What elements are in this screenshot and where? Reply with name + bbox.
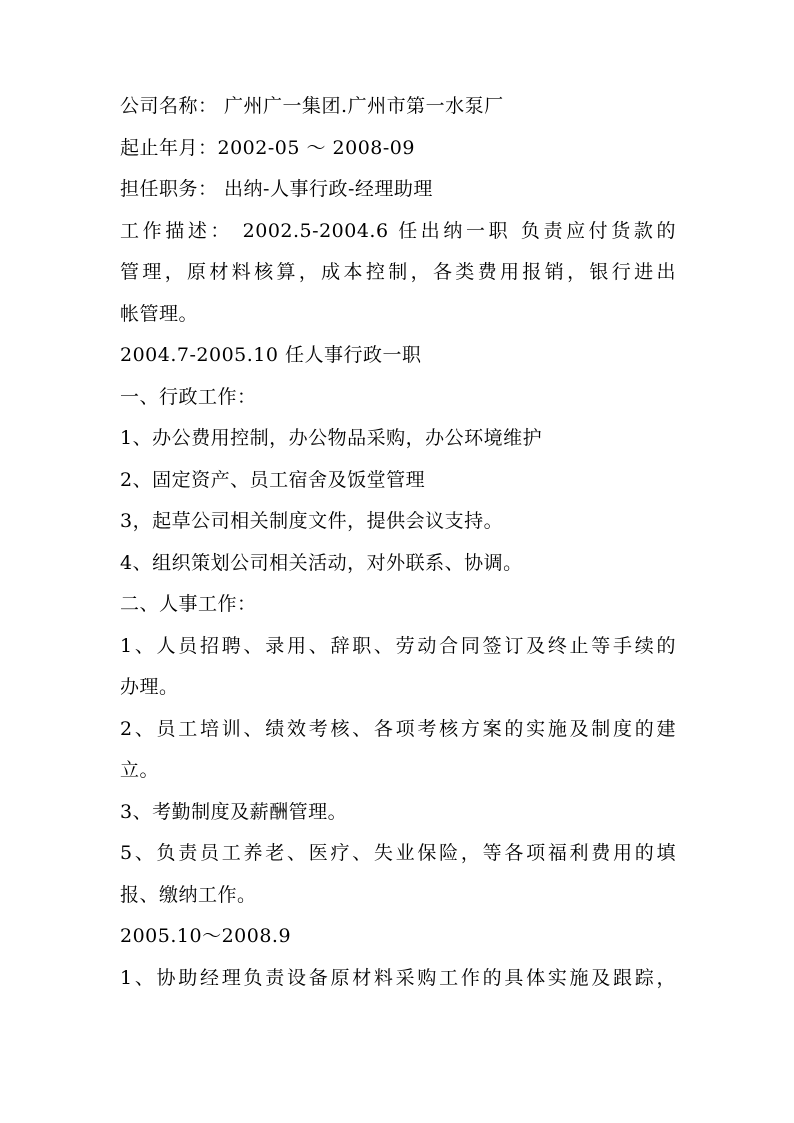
list-item-continuation: 办理。 [120,676,179,698]
section-heading: 一、行政工作： [120,385,257,408]
list-item: 1、协助经理负责设备原材料采购工作的具体实施及跟踪， [120,966,676,989]
list-item: 3，起草公司相关制度文件，提供会议支持。 [120,510,504,532]
job-description-line: 管理，原材料核算，成本控制，各类费用报销，银行进出 [120,261,676,283]
list-item: 2、员工培训、绩效考核、各项考核方案的实施及制度的建 [120,717,676,740]
company-name-line: 公司名称： 广州广一集团.广州市第一水泵厂 [120,95,504,117]
document-body [120,86,676,999]
job-description-line: 帐管理。 [120,302,199,325]
job-description-line: 工作描述： 2002.5-2004.6 任出纳一职 负责应付货款的 [120,219,676,242]
list-item: 4、组织策划公司相关活动，对外联系、协调。 [120,551,523,574]
list-item: 2、固定资产、员工宿舍及饭堂管理 [120,468,426,491]
position-line: 担任职务： 出纳-人事行政-经理助理 [120,178,433,200]
list-item-continuation: 立。 [120,759,160,781]
list-item: 3、考勤制度及薪酬管理。 [120,800,348,823]
period-heading: 2005.10～2008.9 [120,925,292,947]
list-item: 5、负责员工养老、医疗、失业保险，等各项福利费用的填 [120,842,676,864]
period-line: 起止年月：2002-05 ～ 2008-09 [120,136,415,159]
list-item-continuation: 报、缴纳工作。 [120,883,257,906]
period-heading: 2004.7-2005.10 任人事行政一职 [120,344,422,366]
section-heading: 二、人事工作： [120,593,257,615]
list-item: 1、办公费用控制，办公物品采购，办公环境维护 [120,427,543,449]
list-item: 1、人员招聘、录用、辞职、劳动合同签订及终止等手续的 [120,634,676,657]
